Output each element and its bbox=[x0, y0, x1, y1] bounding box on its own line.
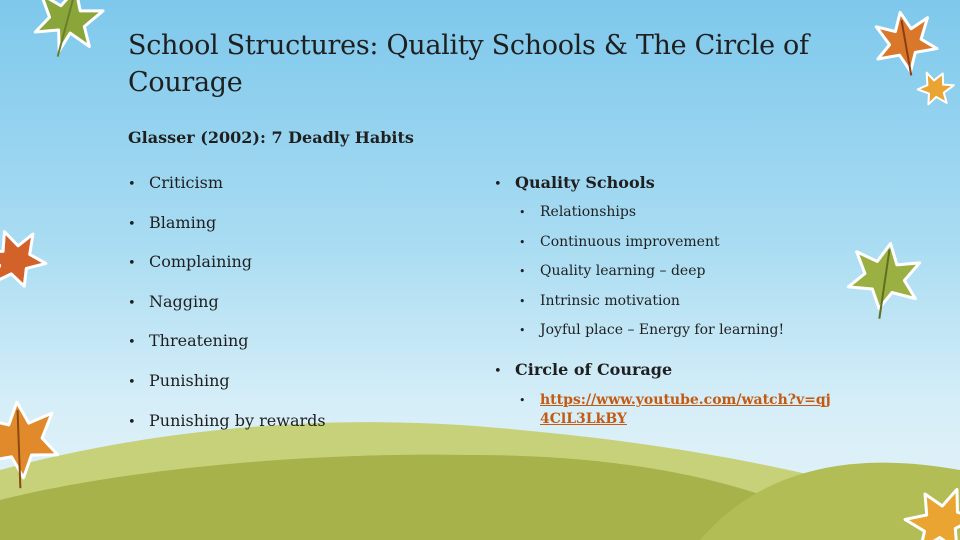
bullet-icon: • bbox=[128, 335, 136, 350]
slide-title: School Structures: Quality Schools & The Circle of Courage bbox=[128, 30, 809, 98]
heading-label: Circle of Courage bbox=[515, 360, 673, 379]
slide-subtitle: Glasser (2002): 7 Deadly Habits bbox=[128, 128, 414, 147]
bullet-icon: • bbox=[519, 394, 526, 407]
list-item-label: Threatening bbox=[149, 331, 249, 350]
list-item-label: Nagging bbox=[149, 292, 219, 311]
quality-schools-heading bbox=[494, 173, 655, 192]
list-item-label: Intrinsic motivation bbox=[540, 293, 680, 309]
list-item bbox=[519, 293, 680, 309]
circle-of-courage-heading bbox=[494, 360, 672, 379]
list-item-label: Relationships bbox=[540, 204, 637, 220]
youtube-link[interactable]: https://www.youtube.com/watch?v=qj4ClL3LkBY bbox=[540, 392, 831, 427]
bullet-icon: • bbox=[519, 295, 526, 308]
list-item-label: Blaming bbox=[149, 213, 217, 232]
list-item-label: Joyful place – Energy for learning! bbox=[540, 322, 785, 338]
bullet-icon: • bbox=[519, 206, 526, 219]
bullet-icon: • bbox=[494, 177, 502, 192]
bullet-icon: • bbox=[128, 375, 136, 390]
list-item bbox=[128, 173, 223, 192]
list-item bbox=[128, 292, 219, 311]
leaf-icon bbox=[844, 238, 924, 325]
leaf-icon bbox=[0, 222, 51, 296]
bullet-icon: • bbox=[519, 324, 526, 337]
leaf-icon bbox=[27, 0, 107, 65]
bullet-icon: • bbox=[128, 296, 136, 311]
list-item bbox=[519, 322, 784, 338]
bullet-icon: • bbox=[128, 256, 136, 271]
heading-label: Quality Schools bbox=[515, 173, 655, 192]
list-item bbox=[128, 371, 230, 390]
leaf-icon bbox=[914, 67, 957, 111]
list-item-label: Punishing by rewards bbox=[149, 411, 326, 430]
list-item-label: Continuous improvement bbox=[540, 234, 720, 250]
list-item bbox=[519, 263, 705, 279]
list-item bbox=[128, 411, 326, 430]
bullet-icon: • bbox=[128, 415, 136, 430]
bullet-icon: • bbox=[128, 177, 136, 192]
list-item bbox=[128, 213, 216, 232]
list-item bbox=[519, 234, 720, 250]
list-item-label: Quality learning – deep bbox=[540, 263, 706, 279]
list-item-label: Complaining bbox=[149, 252, 253, 271]
bullet-icon: • bbox=[519, 236, 526, 249]
list-item bbox=[519, 204, 636, 220]
list-item bbox=[519, 391, 840, 429]
list-item bbox=[128, 252, 252, 271]
list-item-label: Punishing bbox=[149, 371, 230, 390]
bullet-icon: • bbox=[128, 217, 136, 232]
bullet-icon: • bbox=[519, 265, 526, 278]
bullet-icon: • bbox=[494, 364, 502, 379]
list-item bbox=[128, 331, 249, 350]
list-item-label: Criticism bbox=[149, 173, 224, 192]
leaf-icon bbox=[871, 7, 941, 80]
